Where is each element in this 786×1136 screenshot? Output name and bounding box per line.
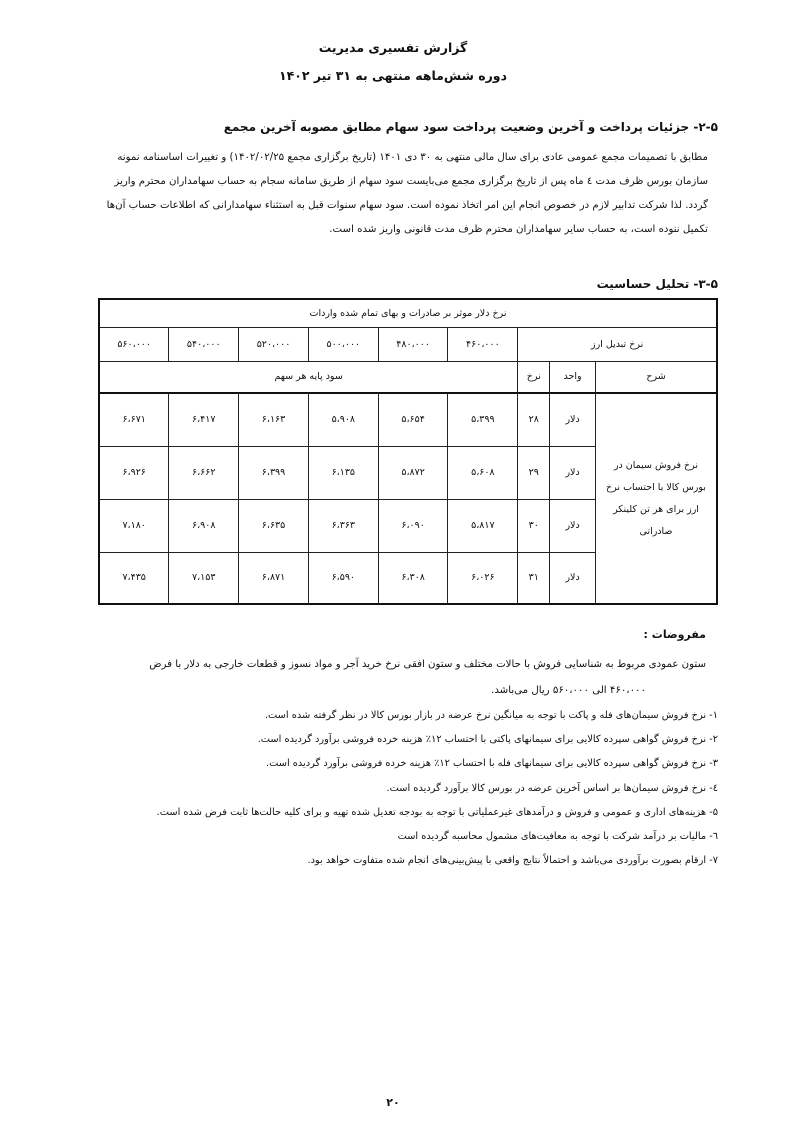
eps-cell: ۶،۱۳۵: [308, 446, 378, 499]
eps-cell: ۶،۱۶۳: [239, 393, 309, 446]
assumption-item: ۵- هزینه‌های اداری و عمومی و فروش و درآمدهای غیرعملیاتی با توجه به بودجه تعدیل شده تهیه و برای کلیه حالت‌ها ثابت فرض شده است.: [156, 806, 718, 818]
rate-header: ۵۴۰،۰۰۰: [169, 327, 239, 361]
eps-cell: ۷،۴۳۵: [99, 552, 169, 604]
sensitivity-section-heading: ۳-۵- تحلیل حساسیت: [596, 277, 718, 291]
eps-cell: ۶،۶۷۱: [99, 393, 169, 446]
row-unit: دلار: [550, 499, 596, 552]
eps-cell: ۶،۸۷۱: [239, 552, 309, 604]
rate-header: ۴۶۰،۰۰۰: [448, 327, 518, 361]
eps-cell: ۶،۳۹۹: [239, 446, 309, 499]
rate-header: ۵۶۰،۰۰۰: [99, 327, 169, 361]
dividend-paragraph: [66, 146, 708, 242]
eps-cell: ۷،۱۸۰: [99, 499, 169, 552]
assumption-item: ٦- مالیات بر درآمد شرکت با توجه به معافیت‌های مشمول محاسبه گردیده است: [397, 831, 718, 843]
assumptions-title: مفروضات :: [643, 628, 706, 641]
assumptions-intro-line: ۴۶۰،۰۰۰ الی ۵۶۰،۰۰۰ ریال می‌باشد.: [491, 685, 646, 696]
dividend-section-heading: ۲-۵- جزئیات پرداخت و آخرین وضعیت پرداخت سود سهام مطابق مصوبه آخرین مجمع: [223, 120, 718, 134]
eps-cell: ۶،۶۶۲: [169, 446, 239, 499]
assumptions-list: [58, 704, 718, 873]
sensitivity-table: [98, 298, 718, 605]
assumption-item: ۲- نرخ فروش گواهی سپرده کالایی برای سیمانهای پاکتی با احتساب ۱۲٪ هزینه خرده فروشی برآورد گردیده است.: [257, 734, 718, 746]
dividend-line: تکمیل ننوده است، به حساب سایر سهامداران محترم ظرف مدت قانونی واریز شده است.: [329, 224, 708, 235]
assumptions-intro-line: ستون عمودی مربوط به شناسایی فروش با حالات مختلف و ستون افقی نرخ خرید آجر و مواد نسوز و قطعات خارجی به دلار با فرض: [149, 659, 706, 670]
dividend-line: گردد. لذا شرکت تدابیر لازم در خصوص انجام این امر اتخاذ نموده است. سود سهام سنوات قبل به استثناء سهامدارانی که اطلاعات حساب آن‌ها: [106, 200, 708, 211]
eps-cell: ۵،۶۵۴: [378, 393, 448, 446]
eps-cell: ۷،۱۵۳: [169, 552, 239, 604]
row-rate: ۲۸: [518, 393, 550, 446]
eps-cell: ۶،۳۰۸: [378, 552, 448, 604]
col-eps-header: سود پایه هر سهم: [99, 361, 518, 393]
page-number: ۲۰: [386, 1096, 400, 1109]
row-rate: ۲۹: [518, 446, 550, 499]
eps-cell: ۶،۰۲۶: [448, 552, 518, 604]
eps-cell: ۵،۶۰۸: [448, 446, 518, 499]
eps-cell: ۶،۹۲۶: [99, 446, 169, 499]
row-rate: ۳۱: [518, 552, 550, 604]
dividend-line: مطابق با تصمیمات مجمع عمومی عادی برای سال مالی منتهی به ۳۰ دی ۱۴۰۱ (تاریخ برگزاری مجمع ۱۴۰۲/۰۲/۲۵) و تغییرات اساسنامه نمونه: [117, 152, 708, 163]
rate-header: ۴۸۰،۰۰۰: [378, 327, 448, 361]
assumption-item: ۷- ارقام بصورت برآوردی می‌باشد و احتمالاً نتایج واقعی با پیش‌بینی‌های انجام شده متفاوت خواهد بود.: [307, 855, 718, 867]
col-desc-header: شرح: [596, 361, 717, 393]
eps-cell: ۶،۶۳۵: [239, 499, 309, 552]
rate-label: نرخ تبدیل ارز: [518, 327, 717, 361]
eps-cell: ۵،۸۱۷: [448, 499, 518, 552]
assumptions-intro: [78, 652, 706, 704]
report-title: گزارش تفسیری مدیریت: [318, 40, 468, 55]
row-unit: دلار: [550, 552, 596, 604]
table-caption: نرخ دلار موثر بر صادرات و بهای تمام شده واردات: [99, 299, 717, 327]
assumption-item: ۱- نرخ فروش سیمان‌های فله و پاکت با توجه به میانگین نرخ عرضه در بازار بورس کالا در نظر گرفته شده است.: [264, 710, 718, 721]
report-period: دوره شش‌ماهه منتهی به ۳۱ تیر ۱۴۰۲: [278, 68, 507, 83]
eps-cell: ۶،۰۹۰: [378, 499, 448, 552]
eps-cell: ۵،۸۷۲: [378, 446, 448, 499]
assumption-item: ٤- نرخ فروش سیمان‌ها بر اساس آخرین عرضه در بورس کالا برآورد گردیده است.: [386, 782, 718, 794]
col-rate-header: نرخ: [518, 361, 550, 393]
row-unit: دلار: [550, 446, 596, 499]
eps-cell: ۵،۳۹۹: [448, 393, 518, 446]
rate-header: ۵۰۰،۰۰۰: [308, 327, 378, 361]
row-unit: دلار: [550, 393, 596, 446]
eps-cell: ۶،۵۹۰: [308, 552, 378, 604]
eps-cell: ۶،۴۱۷: [169, 393, 239, 446]
rate-header: ۵۲۰،۰۰۰: [239, 327, 309, 361]
row-rate: ۳۰: [518, 499, 550, 552]
eps-cell: ۶،۳۶۳: [308, 499, 378, 552]
eps-cell: ۶،۹۰۸: [169, 499, 239, 552]
eps-cell: ۵،۹۰۸: [308, 393, 378, 446]
col-unit-header: واحد: [550, 361, 596, 393]
row-description: نرخ فروش سیمان در بورس کالا با احتساب نرخ ارز برای هر تن کلینکر صادراتی: [596, 393, 717, 604]
dividend-line: سازمان بورس ظرف مدت ٤ ماه پس از تاریخ برگزاری مجمع می‌بایست سود سهام از طریق سامانه سجام به حساب سهامداران محترم واریز: [114, 176, 708, 187]
assumption-item: ۳- نرخ فروش گواهی سپرده کالایی برای سیمانهای فله با احتساب ۱۲٪ هزینه خرده فروشی برآورد گردیده است.: [266, 758, 718, 770]
